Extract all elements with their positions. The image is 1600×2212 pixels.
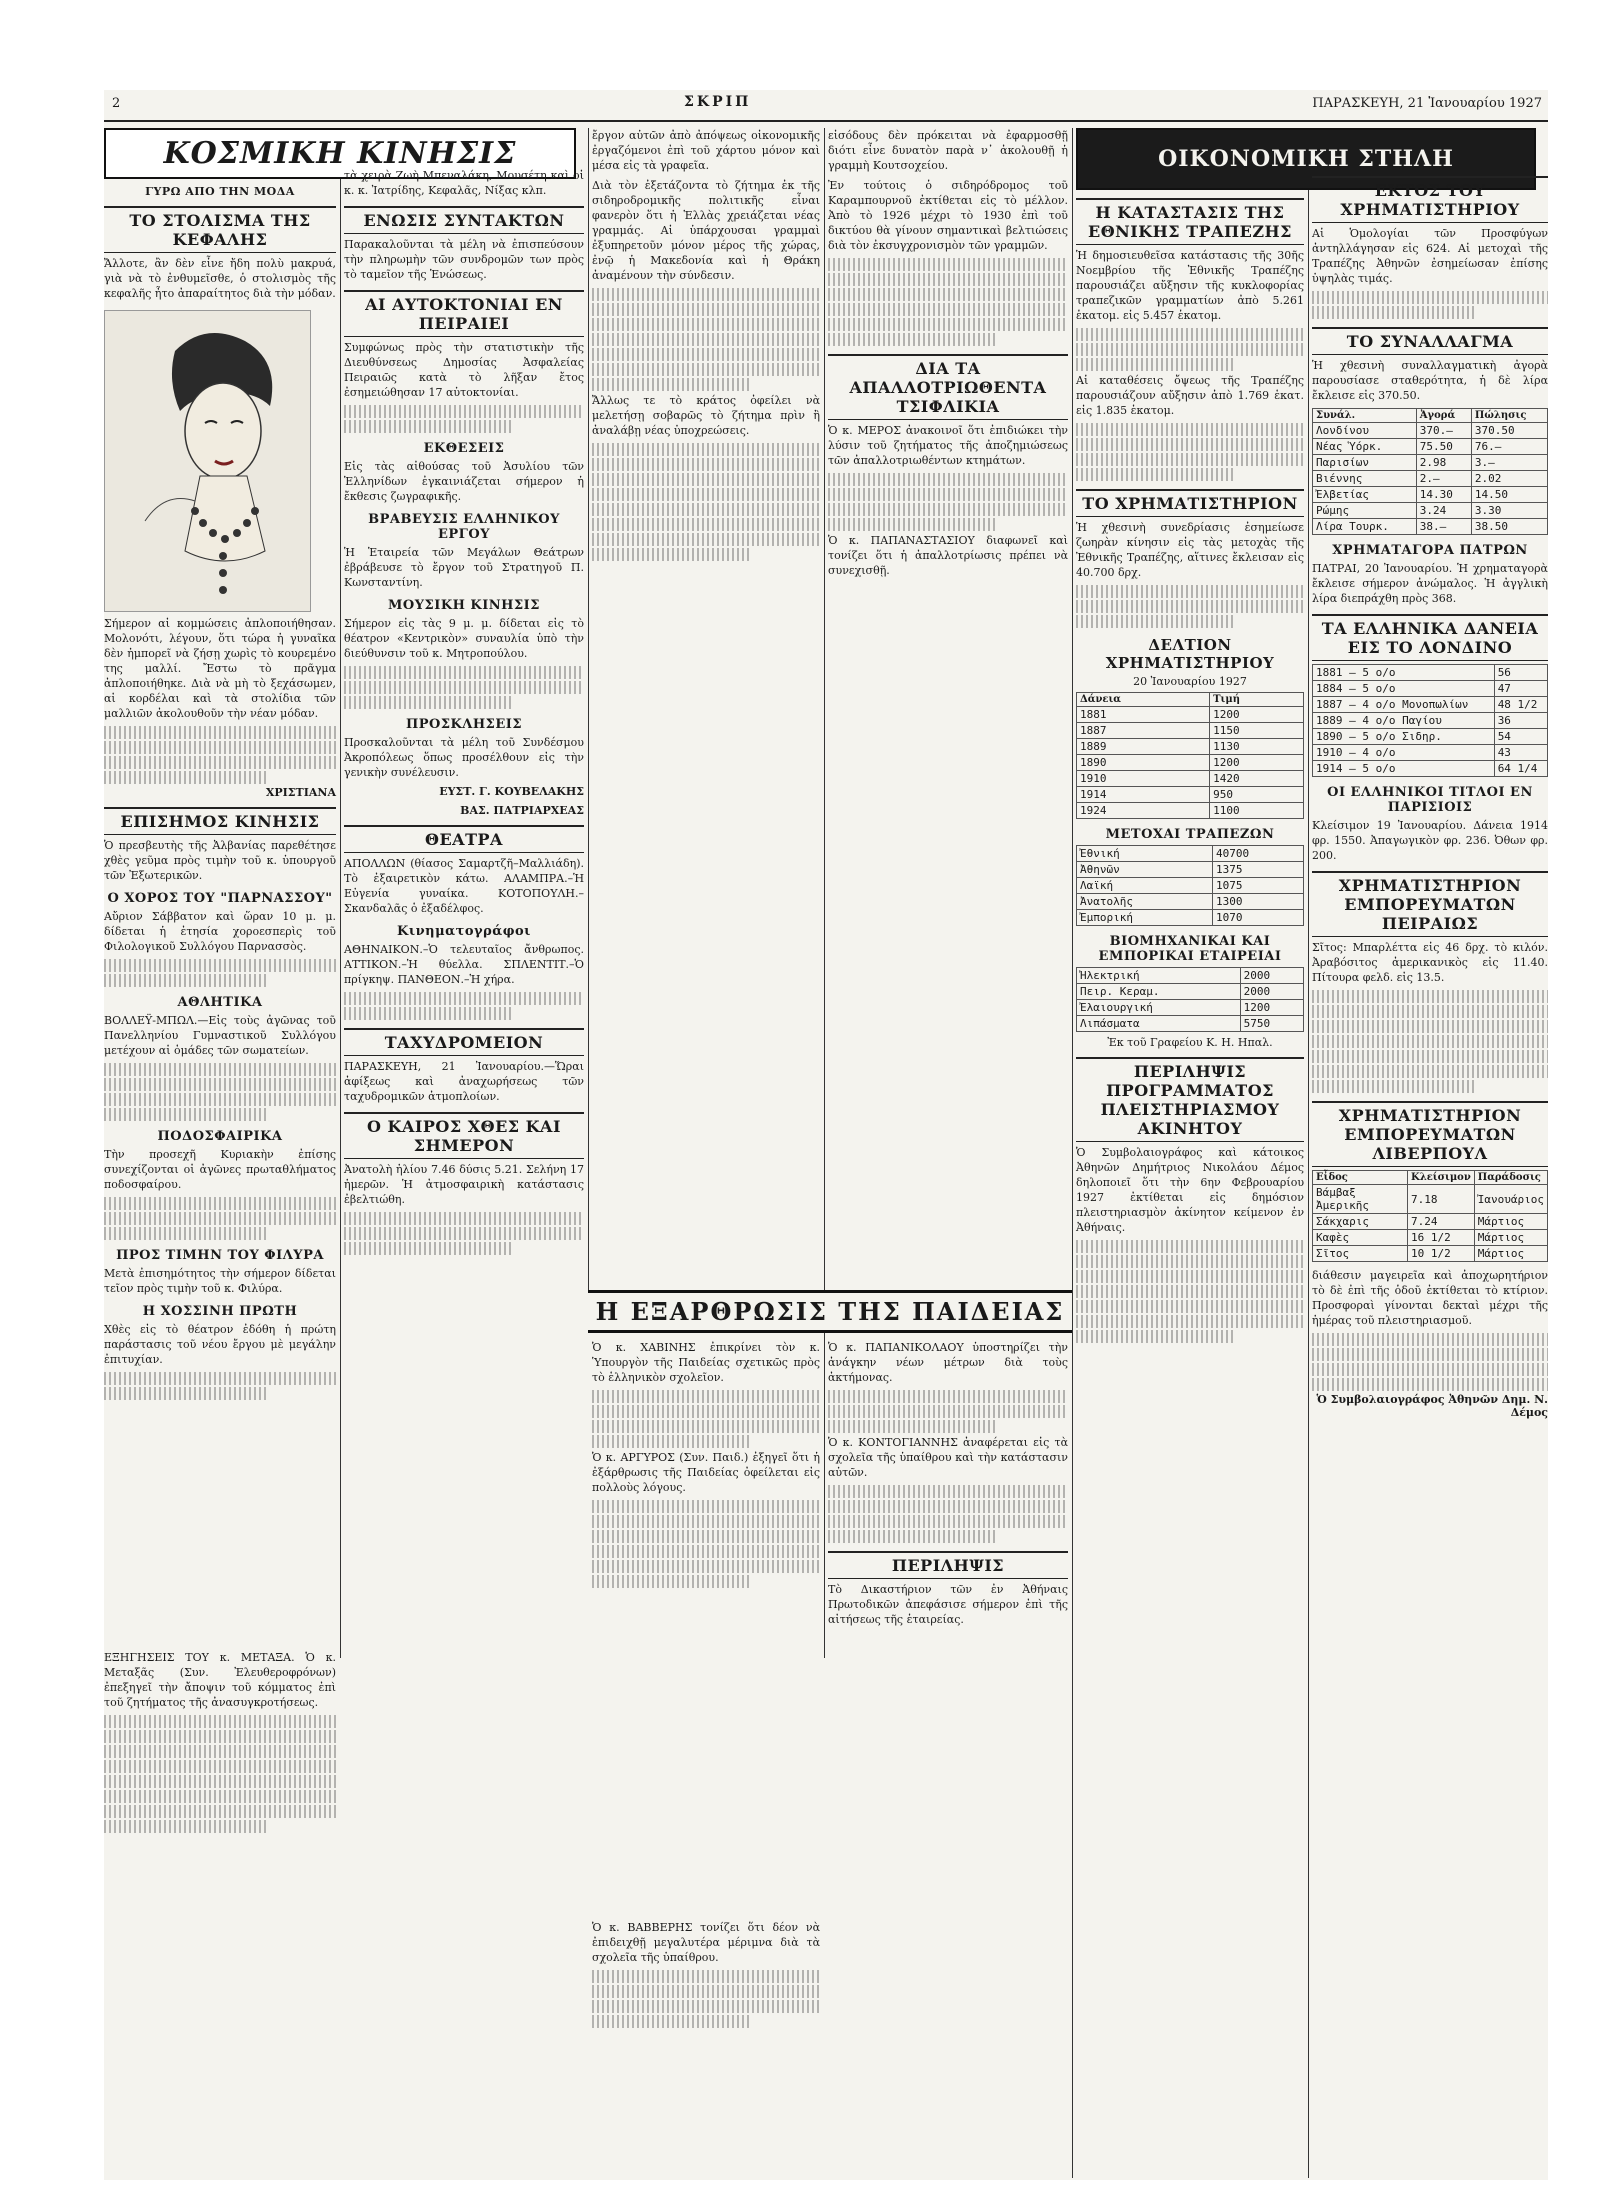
table-row <box>1313 761 1548 777</box>
newspaper-page <box>104 90 1548 2180</box>
table-row <box>1077 846 1304 862</box>
fashion-headline: ΤΟ ΣΤΟΛΙΣΜΑ ΤΗΣ ΚΕΦΑΛΗΣ <box>104 206 336 253</box>
liverpool-table <box>1312 1170 1548 1262</box>
summary-text: Τὸ Δικαστήριον τῶν ἐν Ἀθήναις Πρωτοδικῶν ἀπεφάσισε σήμερον ἐπὶ τῆς αἰτήσεως τῆς ἑταιρείας. <box>828 1583 1068 1626</box>
education-text-chavinis: Ὁ κ. ΧΑΒΙΝΗΣ ἐπικρίνει τὸν κ. Ὑπουργὸν τῆς Παιδείας σχετικῶς πρὸς τὸ ἑλληνικὸν σχολεῖον. <box>592 1341 820 1384</box>
table-cell: Ἐλβετίας <box>1313 487 1417 503</box>
column-education-right <box>828 1340 1068 1910</box>
table-cell: 40700 <box>1213 846 1304 862</box>
loans-table <box>1076 692 1304 819</box>
tsiflikia-body: Ἐν τούτοις ὁ σιδηρόδρομος τοῦ Καραμπουρνοῦ ἐκτίθεται εἰς τὸ μέλλον. Ἀπὸ τὸ 1926 μέχρι τὸ 1930 ἐπὶ τοῦ δικτύου θὰ γίνουν σημαντικαὶ βελτιώσεις διὰ τὸν ἐκσυγχρονισμὸν τῶν γραμμῶν. <box>828 179 1068 252</box>
stock-exchange-heading: ΤΟ ΧΡΗΜΑΤΙΣΤΗΡΙΟΝ <box>1076 489 1304 517</box>
official-movement-text: Ὁ πρεσβευτὴς τῆς Ἀλβανίας παρεθέτησε χθὲς γεῦμα πρὸς τιμὴν τοῦ κ. ὑπουργοῦ τῶν Ἐξωτερικῶν. <box>104 839 336 882</box>
page-number: 2 <box>112 96 121 111</box>
table-cell: 1075 <box>1213 878 1304 894</box>
table-cell: 2000 <box>1240 968 1303 984</box>
summary-heading: ΠΕΡΙΛΗΨΙΣ <box>828 1551 1068 1579</box>
premiere-heading: Η ΧΟΣΣΙΝΗ ΠΡΩΤΗ <box>142 1304 298 1319</box>
table-cell: 3.30 <box>1471 503 1547 519</box>
table-cell: 1420 <box>1210 771 1304 787</box>
football-text: Τὴν προσεχῆ Κυριακὴν ἐπίσης συνεχίζονται οἱ ἀγῶνες πρωταθλήματος ποδοσφαίρου. <box>104 1148 336 1191</box>
table-row <box>1313 1230 1548 1246</box>
athletics-heading: ΑΘΛΗΤΙΚΑ <box>177 995 263 1010</box>
industrial-heading: ΒΙΟΜΗΧΑΝΙΚΑΙ ΚΑΙ ΕΜΠΟΡΙΚΑΙ ΕΤΑΙΡΕΙΑΙ <box>1098 934 1282 964</box>
table-row <box>1313 487 1548 503</box>
table-cell: 14.30 <box>1416 487 1471 503</box>
parnassos-dance-text: Αὔριον Σάββατον καὶ ὥραν 10 μ. μ. δίδεται ἡ ἐτησία χοροεσπερὶς τοῦ Φιλολογικοῦ Συλλόγου Παρνασσὸς. <box>104 910 336 953</box>
column-education-left <box>592 1340 820 1910</box>
table-row <box>1313 503 1548 519</box>
table-row <box>1313 745 1548 761</box>
table-cell: 1910 — 4 ο/ο <box>1313 745 1495 761</box>
national-bank-text: Ἡ δημοσιευθεῖσα κατάστασις τῆς 30ῆς Νοεμβρίου τῆς Ἐθνικῆς Τραπέζης παρουσιάζει αὔξησιν τῆς κυκλοφορίας τραπεζικῶν γραμματίων ἀπὸ 5.261 ἑκατομ. εἰς 5.457 ἑκατομ. <box>1076 249 1304 322</box>
tribute-text: Μετὰ ἐπισημότητος τὴν σήμερον δίδεται τεῖον πρὸς τιμὴν τοῦ κ. Φιλύρα. <box>104 1267 336 1295</box>
table-header-cell: Παράδοσις <box>1474 1171 1547 1185</box>
table-row <box>1077 787 1304 803</box>
invitations-heading: ΠΡΟΣΚΛΗΣΕΙΣ <box>405 717 523 732</box>
table-row <box>1077 862 1304 878</box>
table-cell: 7.18 <box>1408 1185 1475 1214</box>
table-cell: 48 1/2 <box>1494 697 1547 713</box>
table-cell: 7.24 <box>1408 1214 1475 1230</box>
table-cell: 1889 — 4 ο/ο Παγίου <box>1313 713 1495 729</box>
table-row <box>1077 984 1304 1000</box>
metaxas-text: ΕΞΗΓΗΣΕΙΣ ΤΟΥ κ. ΜΕΤΑΞΑ. Ὁ κ. Μεταξᾶς (Συν. Ἐλευθεροφρόνων) ἐπεξηγεῖ τὴν ἄποψιν τοῦ κόμματος ἐπὶ τοῦ ζητήματος τῆς ἀνασυγκροτήσεως. <box>104 1651 336 1709</box>
table-cell: Καφὲς <box>1313 1230 1408 1246</box>
table-cell: 3.— <box>1471 455 1547 471</box>
notary-signature: Ὁ Συμβολαιογράφος Ἀθηνῶν Δημ. Ν. Δέμος <box>1316 1393 1548 1419</box>
table-cell: Ἀνατολῆς <box>1077 894 1213 910</box>
journalists-union-text: Παρακαλοῦνται τὰ μέλη νὰ ἐπισπεύσουν τὴν πληρωμὴν τῶν συνδρομῶν των πρὸς τὸ ταμεῖον τῆς Ἑνώσεως. <box>344 238 584 281</box>
table-row <box>1313 681 1548 697</box>
exhibitions-text: Εἰς τὰς αἰθούσας τοῦ Ἀσυλίου τῶν Ἑλληνίδων ἐγκαινιάζεται σήμερον ἡ ἔκθεσις ζωγραφικῆς. <box>344 460 584 503</box>
stock-exchange-text: Ἡ χθεσινὴ συνεδρίασις ἐσημείωσε ζωηρὰν κίνησιν εἰς τὰς μετοχὰς τῆς Ἐθνικῆς Τραπέζης, αἵτινες ἔκλεισαν εἰς 40.700 δρχ. <box>1076 521 1304 579</box>
cinemas-heading: Κινηματογράφοι <box>397 924 531 939</box>
table-cell: Ἐμπορική <box>1077 910 1213 926</box>
table-cell: 36 <box>1494 713 1547 729</box>
table-cell: 1890 — 5 ο/ο Σιδηρ. <box>1313 729 1495 745</box>
table-cell: 1890 <box>1077 755 1210 771</box>
greek-loans-london-heading: ΤΑ ΕΛΛΗΝΙΚΑ ΔΑΝΕΙΑ ΕΙΣ ΤΟ ΛΟΝΔΙΝΟ <box>1312 614 1548 661</box>
invitations-text: Προσκαλοῦνται τὰ μέλη τοῦ Συνδέσμου Ἀκροπόλεως ὅπως προσέλθουν εἰς τὴν γενικὴν συνέλευσιν. <box>344 736 584 779</box>
liverpool-commodities-heading: ΧΡΗΜΑΤΙΣΤΗΡΙΟΝ ΕΜΠΟΡΕΥΜΑΤΩΝ ΛΙΒΕΡΠΟΥΛ <box>1312 1101 1548 1167</box>
award-heading: ΒΡΑΒΕΥΣΙΣ ΕΛΛΗΝΙΚΟΥ ΕΡΓΟΥ <box>368 512 560 542</box>
table-cell: 64 1/4 <box>1494 761 1547 777</box>
column-markets <box>1312 168 1548 2168</box>
table-cell: 1889 <box>1077 739 1210 755</box>
table-row <box>1077 1000 1304 1016</box>
theatres-text: ΑΠΟΛΛΩΝ (θίασος Σαμαρτζῆ–Μαλλιάδη). Τὸ ἐξαιρετικὸν κάτω. ΑΛΑΜΠΡΑ.–Ἡ Εὐγενία γυναίκα. ΚΟΤΟΠΟΥΛΗ.–Σκανδαλᾶς ὁ ἐξαδέλφος. <box>344 857 584 915</box>
table-cell: 1070 <box>1213 910 1304 926</box>
table-header-cell: Εἶδος <box>1313 1171 1408 1185</box>
table-cell: Πειρ. Κεραμ. <box>1077 984 1241 1000</box>
patras-market-heading: ΧΡΗΜΑΤΑΓΟΡΑ ΠΑΤΡΩΝ <box>1332 543 1528 558</box>
table-cell: Λίρα Τουρκ. <box>1313 519 1417 535</box>
invitation-signature-a: ΕΥΣΤ. Γ. ΚΟΥΒΕΛΑΚΗΣ <box>439 785 584 798</box>
table-cell: Λαϊκή <box>1077 878 1213 894</box>
table-cell: Ἀθηνῶν <box>1077 862 1213 878</box>
portrait-drawing <box>105 311 310 611</box>
table-cell: 1887 — 4 ο/ο Μονοπωλίων <box>1313 697 1495 713</box>
expropriated-estates-text: Ὁ κ. ΜΕΡΟΣ ἀνακοινοῖ ὅτι ἐπιδιώκει τὴν λύσιν τοῦ ζητήματος τῆς ἀποζημιώσεως τῶν ἀπαλλοτριωθέντων κτημάτων. <box>828 424 1068 467</box>
currency-table <box>1312 408 1548 535</box>
papanastasiou-text: Ὁ κ. ΠΑΠΑΝΑΣΤΑΣΙΟΥ διαφωνεῖ καὶ τονίζει ὅτι ἡ ἀπαλλοτρίωσις πρέπει νὰ συνεχισθῇ. <box>828 534 1068 577</box>
table-cell: Ἠλεκτρική <box>1077 968 1241 984</box>
off-exchange-text: Αἱ Ὁμολογίαι τῶν Προσφύγων ἀντηλλάγησαν εἰς 624. Αἱ μετοχαὶ τῆς Τραπέζης Ἀθηνῶν ἐσημείωσαν ἐπίσης ὑψηλὰς τιμάς. <box>1312 227 1548 285</box>
patras-market-text: ΠΑΤΡΑΙ, 20 Ἰανουαρίου. Ἡ χρηματαγορὰ ἔκλεισε σήμερον ἀνώμαλος. Ἡ ἀγγλικὴ λίρα διεπράχθη πρὸς 368. <box>1312 562 1548 605</box>
table-cell: 370.— <box>1416 423 1471 439</box>
table-cell: Παρισίων <box>1313 455 1417 471</box>
auction-text: Ὁ Συμβολαιογράφος καὶ κάτοικος Ἀθηνῶν Δημήτριος Νικολάου Δέμος δηλοποιεῖ ὅτι τὴν 6ην Φεβρουαρίου 1927 ἐκτίθεται εἰς δημόσιον πλειστηριασμὸν ἀκίνητον κείμενον ἐν Ἀθήναις. <box>1076 1146 1304 1234</box>
table-row <box>1077 803 1304 819</box>
table-row <box>1313 439 1548 455</box>
table-row <box>1313 455 1548 471</box>
vavveris-text: Ὁ κ. ΒΑΒΒΕΡΗΣ τονίζει ὅτι δέον νὰ ἐπιδειχθῇ μεγαλυτέρα μέριμνα διὰ τὰ σχολεῖα τῆς ὑπαίθρου. <box>592 1921 820 1964</box>
education-text-kontogiannis: Ὁ κ. ΚΟΝΤΟΓΙΑΝΝΗΣ ἀναφέρεται εἰς τὰ σχολεῖα τῆς ὑπαίθρου καὶ τὴν κατάστασιν αὐτῶν. <box>828 1436 1068 1479</box>
bank-shares-table <box>1076 845 1304 926</box>
column-announcements <box>344 168 584 1308</box>
national-bank-text-2: Αἱ καταθέσεις ὄψεως τῆς Τραπέζης παρουσιάζουν αὔξησιν ἀπὸ 1.769 ἑκατ. εἰς 1.835 ἑκατομ. <box>1076 374 1304 417</box>
column-railways <box>592 128 820 1328</box>
auction-continuation-text: διάθεσιν μαγειρεῖα καὶ ἀποχωρητήριον τὸ δὲ ἐπὶ τῆς ὁδοῦ ἐκτίθεται τὸ κτίριον. Προσφοραὶ γίνονται δεκταὶ μέχρι τῆς ἡμέρας τοῦ πλειστηριασμοῦ. <box>1312 1269 1548 1327</box>
table-row <box>1077 894 1304 910</box>
railways-body-2: Ἄλλως τε τὸ κράτος ὀφείλει νὰ μελετήσῃ σοβαρῶς τὸ ζήτημα πρὶν ἢ ἀναλάβῃ νέας ὑποχρεώσεις. <box>592 394 820 437</box>
masthead-date: ΠΑΡΑΣΚΕΥΗ, 21 Ἰανουαρίου 1927 <box>1312 96 1542 111</box>
tribute-heading: ΠΡΟΣ ΤΙΜΗΝ ΤΟΥ ΦΙΛΥΡΑ <box>116 1248 324 1263</box>
table-header-cell: Συνάλ. <box>1313 409 1417 423</box>
table-cell: 1881 — 5 ο/ο <box>1313 665 1495 681</box>
table-row <box>1077 707 1304 723</box>
table-cell: 1200 <box>1210 755 1304 771</box>
table-header-cell: Ἀγορά <box>1416 409 1471 423</box>
table-cell: 43 <box>1494 745 1547 761</box>
table-cell: 1200 <box>1210 707 1304 723</box>
table-cell: 1100 <box>1210 803 1304 819</box>
table-row <box>1077 723 1304 739</box>
currency-heading: ΤΟ ΣΥΝΑΛΛΑΓΜΑ <box>1312 327 1548 355</box>
fashion-body: Σήμερον αἱ κομμώσεις ἀπλοποιήθησαν. Μολονότι, λέγουν, ὅτι τώρα ἡ γυναῖκα δὲν ἠμπορεῖ νὰ ζήσῃ χωρὶς τὸ κουρεμένο της μαλλί. Ἔστω τὸ πρᾶγμα ἀπλοποιήθηκε. Διὰ νὰ μὴ τὸ ξεχάσωμεν, αἱ κορδέλαι καὶ τὰ στολίδια τῶν μαλλιῶν ἀκολουθοῦν τὴν νέαν μόδαν. <box>104 617 336 720</box>
table-row <box>1077 755 1304 771</box>
table-cell: 1881 <box>1077 707 1210 723</box>
table-row <box>1313 713 1548 729</box>
table-cell: Ἐλαιουργική <box>1077 1000 1241 1016</box>
column-rule <box>1072 128 1073 2178</box>
fashion-kicker: ΓΥΡΩ ΑΠΟ ΤΗΝ ΜΟΔΑ <box>145 185 295 198</box>
music-heading: ΜΟΥΣΙΚΗ ΚΙΝΗΣΙΣ <box>388 598 540 613</box>
fashion-signature: ΧΡΙΣΤΙΑΝΑ <box>265 786 336 799</box>
exhibitions-heading: ΕΚΘΕΣΕΙΣ <box>423 441 505 456</box>
woman-portrait-illustration <box>104 310 311 612</box>
auction-heading: ΠΕΡΙΛΗΨΙΣ ΠΡΟΓΡΑΜΜΑΤΟΣ ΠΛΕΙΣΤΗΡΙΑΣΜΟΥ ΑΚΙΝΗΤΟΥ <box>1076 1057 1304 1142</box>
table-row <box>1313 1246 1548 1262</box>
table-row <box>1313 519 1548 535</box>
table-cell: Βιέννης <box>1313 471 1417 487</box>
table-cell: 5750 <box>1240 1016 1303 1032</box>
table-row <box>1313 665 1548 681</box>
table-header-cell: Πώλησις <box>1471 409 1547 423</box>
table-cell: 14.50 <box>1471 487 1547 503</box>
table-header-cell: Τιμή <box>1210 693 1304 707</box>
table-row <box>1313 471 1548 487</box>
award-text: Ἡ Ἑταιρεία τῶν Μεγάλων Θεάτρων ἐβράβευσε τὸ ἔργον τοῦ Στρατηγοῦ Π. Κωνσταντίνη. <box>344 546 584 589</box>
table-cell: 16 1/2 <box>1408 1230 1475 1246</box>
table-row <box>1077 968 1304 984</box>
bottom-column-1 <box>104 1650 336 2170</box>
table-cell: 2.98 <box>1416 455 1471 471</box>
table-cell: Σῖτος <box>1313 1246 1408 1262</box>
railways-lead: ἔργον αὐτῶν ἀπὸ ἀπόψεως οἰκονομικῆς ἐργαζόμενοι ἐπὶ τοῦ χάρτου μόνον καὶ μέσα εἰς τὰ γραφεῖα. <box>592 129 820 172</box>
paris-titles-text: Κλείσιμον 19 Ἰανουαρίου. Δάνεια 1914 φρ. 1550. Ἀπαγωγικὸν φρ. 236. Ὀθων φρ. 200. <box>1312 819 1548 862</box>
table-cell: 10 1/2 <box>1408 1246 1475 1262</box>
table-cell: Σάκχαρις <box>1313 1214 1408 1230</box>
exchange-bulletin-date: 20 Ἰανουαρίου 1927 <box>1133 675 1247 688</box>
table-cell: Μάρτιος <box>1474 1246 1547 1262</box>
table-header-cell: Δάνεια <box>1077 693 1210 707</box>
post-office-text: ΠΑΡΑΣΚΕΥΗ, 21 Ἰανουαρίου.—Ὥραι ἀφίξεως καὶ ἀναχωρήσεως τῶν ταχυδρομικῶν ἀτμοπλοίων. <box>344 1060 584 1103</box>
invitation-signature-b: ΒΑΣ. ΠΑΤΡΙΑΡΧΕΑΣ <box>460 804 584 817</box>
table-cell: 76.— <box>1471 439 1547 455</box>
table-row <box>1077 739 1304 755</box>
column-rule <box>1308 128 1309 2178</box>
table-cell: 1914 <box>1077 787 1210 803</box>
off-exchange-heading: ΕΚΤΟΣ ΤΟΥ ΧΡΗΜΑΤΙΣΤΗΡΙΟΥ <box>1312 176 1548 223</box>
tsiflikia-lead: εἰσόδους δὲν πρόκειται νὰ ἐφαρμοσθῇ διότι εἶνε δυνατὸν παρὰ ν᾽ ἀκολουθῇ ἡ γραμμὴ Κουτσοχείου. <box>828 129 1068 172</box>
column-rule <box>824 128 825 1658</box>
table-header-cell: Κλείσιμον <box>1408 1171 1475 1185</box>
suicides-heading: ΑΙ ΑΥΤΟΚΤΟΝΙΑΙ ΕΝ ΠΕΙΡΑΙΕΙ <box>344 290 584 337</box>
national-bank-heading: Η ΚΑΤΑΣΤΑΣΙΣ ΤΗΣ ΕΘΝΙΚΗΣ ΤΡΑΠΕΖΗΣ <box>1076 198 1304 245</box>
table-cell: 1887 <box>1077 723 1210 739</box>
table-cell: 1150 <box>1210 723 1304 739</box>
table-cell: Ρώμης <box>1313 503 1417 519</box>
weather-text: Ἀνατολὴ ἡλίου 7.46 δύσις 5.21. Σελήνη 17 ἡμερῶν. Ἡ ἀτμοσφαιρικὴ κατάστασις ἐβελτιώθη. <box>344 1163 584 1206</box>
column-tsiflikia <box>828 128 1068 1328</box>
table-cell: 2.— <box>1416 471 1471 487</box>
table-cell: Νέας Ὑόρκ. <box>1313 439 1417 455</box>
table-cell: 1130 <box>1210 739 1304 755</box>
piraeus-commodities-text: Σῖτος: Μπαρλέττα εἰς 46 δρχ. τὸ κιλόν. Ἀραβόσιτος ἀμερικανικὸς εἰς 11.40. Πίτουρα φελδ. εἰς 13.5. <box>1312 941 1548 984</box>
table-cell: 1884 — 5 ο/ο <box>1313 681 1495 697</box>
table-cell: Ἰανουάριος <box>1474 1185 1547 1214</box>
table-row <box>1077 878 1304 894</box>
table-cell: 38.50 <box>1471 519 1547 535</box>
economy-banner: ΟΙΚΟΝΟΜΙΚΗ ΣΤΗΛΗ <box>1076 128 1536 190</box>
bottom-column-3 <box>592 1920 820 2170</box>
paris-titles-heading: ΟΙ ΕΛΛΗΝΙΚΟΙ ΤΙΤΛΟΙ ΕΝ ΠΑΡΙΣΙΟΙΣ <box>1327 785 1533 815</box>
industrial-table <box>1076 967 1304 1032</box>
table-cell: 1924 <box>1077 803 1210 819</box>
table-cell: Λιπάσματα <box>1077 1016 1241 1032</box>
masthead <box>104 90 1548 122</box>
society-banner: ΚΟΣΜΙΚΗ ΚΙΝΗΣΙΣ <box>104 128 576 179</box>
fashion-lead: Ἄλλοτε, ἂν δὲν εἶνε ἤδη πολὺ μακρυά, γιὰ νὰ τὸ ἐνθυμεῖσθε, ὁ στολισμὸς τῆς κεφαλῆς ἦτο ἀπαραίτητος διὰ τὴν μόδαν. <box>104 257 336 300</box>
bulletin-source: Ἐκ τοῦ Γραφείου Κ. Η. Ηπαλ. <box>1107 1036 1273 1049</box>
table-cell: 56 <box>1494 665 1547 681</box>
piraeus-commodities-heading: ΧΡΗΜΑΤΙΣΤΗΡΙΟΝ ΕΜΠΟΡΕΥΜΑΤΩΝ ΠΕΙΡΑΙΩΣ <box>1312 871 1548 937</box>
table-cell: 54 <box>1494 729 1547 745</box>
currency-text: Ἡ χθεσινὴ συναλλαγματικὴ ἀγορὰ παρουσίασε σταθερότητα, ἡ δὲ λίρα ἔκλεισε εἰς 370.50. <box>1312 359 1548 402</box>
greek-loans-table <box>1312 664 1548 777</box>
column-rule <box>340 128 341 1658</box>
table-row <box>1313 423 1548 439</box>
table-cell: 2.02 <box>1471 471 1547 487</box>
table-cell: 1910 <box>1077 771 1210 787</box>
table-cell: 2000 <box>1240 984 1303 1000</box>
masthead-brand: ΣΚΡΙΠ <box>684 94 752 110</box>
table-cell: 38.— <box>1416 519 1471 535</box>
exchange-bulletin-heading: ΔΕΛΤΙΟΝ ΧΡΗΜΑΤΙΣΤΗΡΙΟΥ <box>1105 636 1275 672</box>
journalists-union-heading: ΕΝΩΣΙΣ ΣΥΝΤΑΚΤΩΝ <box>344 206 584 234</box>
table-cell: 1200 <box>1240 1000 1303 1016</box>
table-cell: 3.24 <box>1416 503 1471 519</box>
table-row <box>1313 1185 1548 1214</box>
expropriated-estates-heading: ΔΙΑ ΤΑ ΑΠΑΛΛΟΤΡΙΩΘΕΝΤΑ ΤΣΙΦΛΙΚΙΑ <box>828 354 1068 420</box>
table-row <box>1077 910 1304 926</box>
table-cell: 1914 — 5 ο/ο <box>1313 761 1495 777</box>
table-cell: Μάρτιος <box>1474 1230 1547 1246</box>
table-row <box>1313 697 1548 713</box>
table-cell: 1375 <box>1213 862 1304 878</box>
table-cell: 370.50 <box>1471 423 1547 439</box>
suicides-text: Συμφώνως πρὸς τὴν στατιστικὴν τῆς Διευθύνσεως Δημοσίας Ἀσφαλείας Πειραιῶς κατὰ τὸ λῆξαν ἔτος ἐσημειώθησαν 17 αὐτοκτονίαι. <box>344 341 584 399</box>
education-text-argyros: Ὁ κ. ΑΡΓΥΡΟΣ (Συν. Παιδ.) ἐξηγεῖ ὅτι ἡ ἐξάρθρωσις τῆς Παιδείας ὀφείλεται εἰς πολλοὺς λόγους. <box>592 1451 820 1494</box>
weather-heading: Ο ΚΑΙΡΟΣ ΧΘΕΣ ΚΑΙ ΣΗΜΕΡΟΝ <box>344 1112 584 1159</box>
table-row <box>1077 1016 1304 1032</box>
education-headline: Η ΕΞΑΡΘΡΩΣΙΣ ΤΗΣ ΠΑΙΔΕΙΑΣ <box>588 1290 1072 1333</box>
table-cell: Βάμβαξ Ἀμερικῆς <box>1313 1185 1408 1214</box>
table-row <box>1313 1214 1548 1230</box>
official-movement-heading: ΕΠΙΣΗΜΟΣ ΚΙΝΗΣΙΣ <box>104 807 336 835</box>
premiere-text: Χθὲς εἰς τὸ θέατρον ἐδόθη ἡ πρώτη παράστασις τοῦ νέου ἔργου μὲ μεγάλην ἐπιτυχίαν. <box>104 1323 336 1366</box>
railways-body: Διὰ τὸν ἐξετάζοντα τὸ ζήτημα ἐκ τῆς σιδηροδρομικῆς πολιτικῆς εἶναι φανερὸν ὅτι ἡ Ἑλλὰς χρειάζεται νέας γραμμάς. Αἱ ὑπάρχουσαι γραμμαὶ ἐξυπηρετοῦν μόνον μέρος τῆς χώρας, ἐνῷ ἡ Μακεδονία καὶ ἡ Θράκη ἀναμένουν τὴν σύνδεσιν. <box>592 179 820 282</box>
music-text: Σήμερον εἰς τὰς 9 μ. μ. δίδεται εἰς τὸ θέατρον «Κεντρικὸν» συναυλία ὑπὸ τὴν διεύθυνσιν τοῦ κ. Μητροπούλου. <box>344 617 584 660</box>
table-cell: 47 <box>1494 681 1547 697</box>
football-heading: ΠΟΔΟΣΦΑΙΡΙΚΑ <box>157 1129 283 1144</box>
table-row <box>1077 771 1304 787</box>
table-cell: 75.50 <box>1416 439 1471 455</box>
table-cell: Μάρτιος <box>1474 1214 1547 1230</box>
post-office-heading: ΤΑΧΥΔΡΟΜΕΙΟΝ <box>344 1028 584 1056</box>
theatres-heading: ΘΕΑΤΡΑ <box>344 825 584 853</box>
athletics-text: ΒΟΛΛΕΫ-ΜΠΩΛ.—Εἰς τοὺς ἀγῶνας τοῦ Πανελληνίου Γυμναστικοῦ Συλλόγου μετέχουν αἱ ὁμάδες τῶν σωματείων. <box>104 1014 336 1057</box>
cinemas-text: ΑΘΗΝΑΙΚΟΝ.–Ὁ τελευταῖος ἄνθρωπος. ΑΤΤΙΚΟΝ.–Ἡ θύελλα. ΣΠΛΕΝΤΙΤ.–Ὁ πρίγκηψ. ΠΑΝΘΕΟΝ.–Ἡ χήρα. <box>344 943 584 986</box>
table-cell: 950 <box>1210 787 1304 803</box>
column2-byline: τὰ χειρὰ Ζωὴ Μπεναλάκη, Μουσέτη καὶ οἱ κ. κ. Ἰατρίδης, Κεφαλᾶς, Νίξας κλπ. <box>344 169 584 197</box>
education-text-papanikolaou: Ὁ κ. ΠΑΠΑΝΙΚΟΛΑΟΥ ὑποστηρίζει τὴν ἀνάγκην νέων μέτρων διὰ τοὺς ἀκτήμονας. <box>828 1341 1068 1384</box>
table-cell: Ἐθνική <box>1077 846 1213 862</box>
bank-shares-heading: ΜΕΤΟΧΑΙ ΤΡΑΠΕΖΩΝ <box>1105 827 1275 842</box>
table-row <box>1313 729 1548 745</box>
table-cell: 1300 <box>1213 894 1304 910</box>
table-cell: Λονδίνου <box>1313 423 1417 439</box>
parnassos-dance-heading: Ο ΧΟΡΟΣ ΤΟΥ "ΠΑΡΝΑΣΣΟΥ" <box>107 891 333 906</box>
column-rule <box>588 128 589 1308</box>
